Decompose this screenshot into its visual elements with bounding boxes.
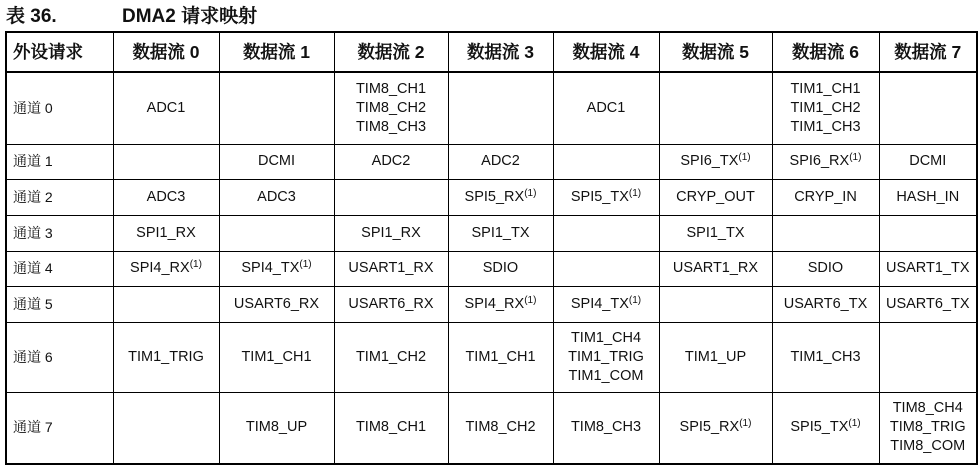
request-name: ADC1: [586, 99, 626, 116]
request-name: USART1_TX: [885, 260, 970, 276]
table-cell: [113, 286, 219, 322]
request-name: TIM1_CH1: [790, 80, 861, 97]
request-entry: [451, 188, 551, 207]
footnote-marker: (1): [849, 152, 862, 163]
footnote-marker: (1): [299, 259, 312, 270]
request-name: SDIO: [482, 260, 519, 276]
channel-label: 通道 6: [6, 322, 113, 392]
request-name: DCMI: [909, 153, 947, 169]
request-name: SPI1_TX: [686, 224, 745, 241]
table-cell: [553, 215, 659, 251]
request-entry: [775, 80, 877, 99]
header-cell: 数据流 7: [879, 32, 977, 72]
table-cell: [113, 215, 219, 251]
request-entry: [775, 152, 877, 171]
table-cell: [219, 144, 334, 179]
request-entry: [662, 188, 770, 207]
table-cell: [553, 144, 659, 179]
request-entry: [556, 348, 657, 367]
request-entry: [337, 348, 446, 367]
request-entry: [116, 224, 217, 243]
table-cell: [448, 144, 553, 179]
table-cell: [553, 179, 659, 215]
table-cell: [334, 179, 448, 215]
table-row: [6, 179, 977, 215]
request-entry: [556, 188, 657, 207]
request-entry: [222, 348, 332, 367]
table-cell: [113, 322, 219, 392]
request-entry: [882, 188, 975, 207]
table-cell: [113, 72, 219, 144]
request-entry: [337, 80, 446, 99]
request-name: TIM8_CH2: [465, 419, 536, 436]
table-cell: [879, 215, 977, 251]
table-cell: [448, 179, 553, 215]
request-name: TIM8_CH3: [570, 419, 642, 436]
table-cell: [334, 286, 448, 322]
request-entry: [451, 259, 551, 278]
request-entry: [882, 152, 975, 171]
table-cell: [553, 286, 659, 322]
table-cell: [659, 286, 772, 322]
request-name: SPI1_TX: [471, 224, 530, 241]
request-name: TIM8_TRIG: [889, 419, 966, 436]
request-entry: [556, 367, 657, 386]
table-cell: [219, 286, 334, 322]
request-entry: [775, 295, 877, 314]
footnote-marker: (1): [524, 187, 537, 199]
footnote-marker: (1): [189, 259, 202, 270]
table-row: [6, 286, 977, 322]
request-name: SPI6_TX: [680, 153, 739, 169]
request-name: TIM8_CH1: [355, 80, 427, 97]
table-cell: [334, 322, 448, 392]
request-name: SPI5_RX: [464, 188, 525, 205]
request-name: SPI5_RX: [679, 419, 740, 436]
request-entry: [451, 295, 551, 314]
table-cell: [772, 215, 879, 251]
request-entry: [662, 224, 770, 243]
request-entry: [775, 348, 877, 367]
request-entry: [116, 259, 217, 278]
table-cell: [334, 144, 448, 179]
request-name: TIM8_COM: [890, 438, 966, 455]
table-cell: [448, 286, 553, 322]
channel-label: 通道 1: [6, 144, 113, 179]
request-name: TIM8_CH3: [355, 118, 427, 135]
table-cell: [219, 215, 334, 251]
request-name: ADC2: [371, 153, 411, 169]
request-entry: [775, 418, 877, 437]
table-cell: [879, 286, 977, 322]
request-entry: [662, 418, 770, 437]
footnote-marker: (1): [524, 294, 537, 306]
table-cell: [879, 322, 977, 392]
channel-label: 通道 3: [6, 215, 113, 251]
channel-label: 通道 2: [6, 179, 113, 215]
request-entry: [775, 118, 877, 137]
request-name: TIM8_CH1: [355, 419, 427, 436]
table-row: [6, 72, 977, 144]
request-name: TIM8_UP: [245, 419, 308, 436]
request-name: USART1_RX: [348, 260, 434, 276]
request-name: TIM1_CH1: [465, 348, 536, 365]
header-cell: 数据流 3: [448, 32, 553, 72]
request-name: ADC1: [146, 99, 186, 116]
request-name: SPI4_RX: [464, 295, 525, 312]
request-entry: [556, 295, 657, 314]
table-cell: [659, 179, 772, 215]
request-name: USART6_RX: [233, 295, 320, 312]
request-entry: [556, 418, 657, 437]
channel-label: 通道 5: [6, 286, 113, 322]
request-name: SPI4_TX: [241, 260, 300, 276]
request-name: SPI6_RX: [789, 153, 850, 169]
request-name: USART6_TX: [783, 295, 868, 312]
header-cell: 数据流 1: [219, 32, 334, 72]
request-name: USART1_RX: [672, 260, 759, 276]
table-cell: [772, 251, 879, 286]
header-cell: 外设请求: [6, 32, 113, 72]
request-name: DCMI: [257, 153, 296, 169]
table-cell: [659, 72, 772, 144]
request-entry: [451, 152, 551, 171]
request-name: TIM1_CH4: [570, 329, 642, 346]
table-cell: [879, 72, 977, 144]
request-name: TIM1_CH1: [241, 348, 312, 365]
table-title: DMA2 请求映射: [122, 5, 258, 27]
table-row: [6, 215, 977, 251]
request-entry: [116, 99, 217, 118]
request-name: TIM1_TRIG: [568, 348, 644, 365]
table-cell: [659, 322, 772, 392]
table-cell: [553, 322, 659, 392]
request-entry: [451, 224, 551, 243]
request-name: TIM1_CH3: [790, 348, 861, 365]
table-cell: [219, 179, 334, 215]
request-name: TIM1_UP: [684, 348, 747, 365]
request-name: TIM1_TRIG: [128, 348, 204, 365]
table-row: [6, 144, 977, 179]
request-entry: [222, 418, 332, 437]
table-cell: [553, 72, 659, 144]
request-entry: [337, 99, 446, 118]
request-entry: [882, 259, 975, 278]
request-entry: [222, 295, 332, 314]
header-cell: 数据流 6: [772, 32, 879, 72]
request-entry: [556, 329, 657, 348]
request-entry: [662, 152, 770, 171]
request-entry: [662, 259, 770, 278]
table-cell: [772, 392, 879, 464]
table-cell: [659, 144, 772, 179]
request-name: SPI4_RX: [130, 260, 190, 276]
request-entry: [337, 152, 446, 171]
request-entry: [337, 224, 446, 243]
header-cell: 数据流 2: [334, 32, 448, 72]
request-entry: [882, 418, 975, 437]
table-cell: [334, 72, 448, 144]
request-entry: [451, 348, 551, 367]
table-cell: [772, 179, 879, 215]
header-cell: 数据流 0: [113, 32, 219, 72]
table-cell: [219, 392, 334, 464]
request-entry: [775, 259, 877, 278]
request-name: SDIO: [807, 260, 844, 276]
request-name: SPI4_TX: [570, 295, 629, 312]
request-name: SPI1_RX: [136, 224, 196, 241]
request-entry: [222, 152, 332, 171]
table-cell: [448, 322, 553, 392]
header-cell: 数据流 5: [659, 32, 772, 72]
table-row: [6, 392, 977, 464]
table-cell: [113, 392, 219, 464]
request-entry: [882, 295, 975, 314]
request-name: USART6_TX: [885, 295, 970, 312]
table-cell: [772, 72, 879, 144]
request-name: TIM8_CH4: [892, 400, 963, 417]
table-cell: [334, 215, 448, 251]
table-cell: [448, 72, 553, 144]
request-entry: [662, 348, 770, 367]
request-name: USART6_RX: [348, 295, 434, 312]
dma2-request-mapping-table: [5, 31, 978, 465]
footnote-marker: (1): [628, 294, 642, 306]
request-name: SPI1_RX: [361, 224, 421, 241]
channel-label: 通道 0: [6, 72, 113, 144]
table-cell: [879, 392, 977, 464]
table-cell: [879, 179, 977, 215]
request-name: HASH_IN: [896, 188, 960, 205]
request-entry: [775, 99, 877, 118]
request-entry: [775, 188, 877, 207]
table-row: [6, 251, 977, 286]
table-cell: [334, 392, 448, 464]
table-cell: [219, 322, 334, 392]
request-name: ADC2: [481, 153, 520, 169]
channel-label: 通道 7: [6, 392, 113, 464]
request-name: ADC3: [257, 188, 296, 205]
footnote-marker: (1): [848, 418, 861, 430]
table-cell: [448, 392, 553, 464]
table-cell: [334, 251, 448, 286]
channel-label: 通道 4: [6, 251, 113, 286]
footnote-marker: (1): [628, 187, 642, 199]
table-cell: [772, 144, 879, 179]
request-entry: [882, 399, 975, 418]
table-cell: [879, 251, 977, 286]
request-entry: [556, 99, 657, 118]
request-entry: [116, 188, 217, 207]
request-name: CRYP_IN: [794, 188, 857, 205]
request-name: TIM1_CH2: [790, 99, 861, 116]
table-cell: [659, 392, 772, 464]
request-entry: [116, 348, 217, 367]
request-entry: [337, 259, 446, 278]
request-name: ADC3: [146, 188, 186, 205]
table-cell: [879, 144, 977, 179]
request-entry: [337, 118, 446, 137]
table-cell: [113, 251, 219, 286]
table-body: [6, 72, 977, 464]
request-entry: [337, 295, 446, 314]
table-number: 表 36.: [6, 5, 57, 27]
table-cell: [659, 251, 772, 286]
footnote-marker: (1): [738, 152, 751, 163]
table-row: [6, 322, 977, 392]
table-cell: [219, 72, 334, 144]
table-cell: [553, 392, 659, 464]
table-cell: [659, 215, 772, 251]
request-name: TIM1_CH2: [355, 348, 427, 365]
request-name: SPI5_TX: [570, 188, 629, 205]
request-entry: [222, 259, 332, 278]
header-row: [6, 32, 977, 72]
request-name: TIM8_CH2: [355, 99, 427, 116]
table-cell: [772, 286, 879, 322]
request-entry: [451, 418, 551, 437]
request-entry: [222, 188, 332, 207]
table-caption: [6, 1, 257, 27]
header-cell: 数据流 4: [553, 32, 659, 72]
table-cell: [219, 251, 334, 286]
request-entry: [337, 418, 446, 437]
table-cell: [113, 179, 219, 215]
footnote-marker: (1): [739, 418, 752, 430]
request-name: SPI5_TX: [790, 419, 849, 436]
request-name: TIM1_CH3: [790, 118, 861, 135]
request-name: CRYP_OUT: [676, 188, 755, 205]
table-cell: [448, 215, 553, 251]
request-entry: [882, 437, 975, 456]
table-cell: [772, 322, 879, 392]
table-cell: [448, 251, 553, 286]
table-cell: [553, 251, 659, 286]
table-cell: [113, 144, 219, 179]
request-name: TIM1_COM: [568, 367, 644, 384]
